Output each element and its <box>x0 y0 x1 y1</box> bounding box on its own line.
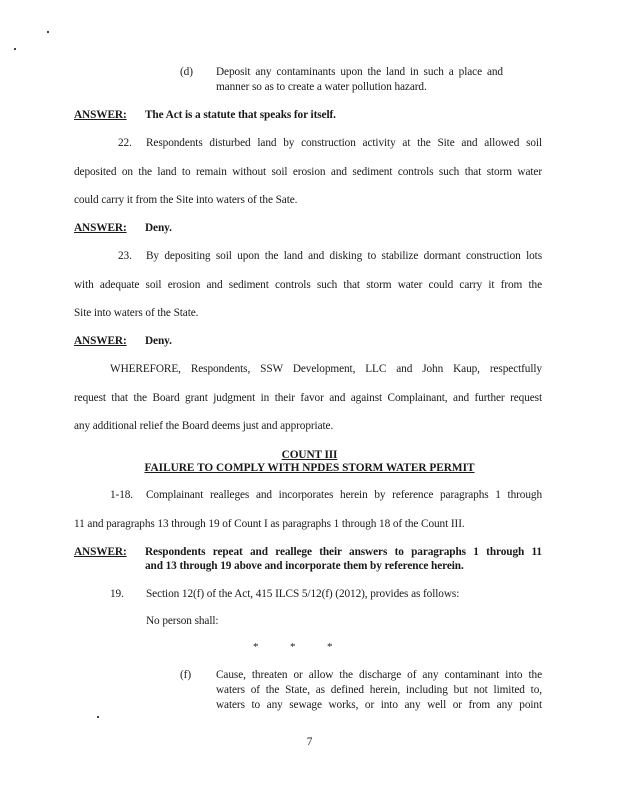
clause-f-line: Cause, threaten or allow the discharge of any contaminant into the <box>216 669 542 681</box>
clause-d-line: Deposit any contaminants upon the land in such a place and <box>216 66 503 78</box>
star: * <box>290 641 296 653</box>
count-title: COUNT III <box>281 449 338 461</box>
wherefore-line: any additional relief the Board deems just and appropriate. <box>74 420 334 432</box>
clause-f-line: waters to any sewage works, or into any well or from any point <box>216 699 542 711</box>
star: * <box>253 641 259 653</box>
wherefore-line: request that the Board grant judgment in their favor and against Complainant, and further request <box>74 392 542 404</box>
answer-label: ANSWER: <box>74 335 127 347</box>
count-subtitle: FAILURE TO COMPLY WITH NPDES STORM WATER PERMIT <box>144 462 475 474</box>
clause-f-line: waters of the State, as defined herein, including but not limited to, <box>216 684 542 696</box>
page-number: 7 <box>306 736 313 748</box>
answer-label: ANSWER: <box>74 109 127 121</box>
wherefore-line: WHEREFORE, Respondents, SSW Development, LLC and John Kaup, respectfully <box>110 363 542 375</box>
scan-speck <box>14 48 16 50</box>
paragraph-line: Respondents disturbed land by construction activity at the Site and allowed soil <box>146 137 542 149</box>
answer-label: ANSWER: <box>74 546 127 558</box>
paragraph-line: 11 and paragraphs 13 through 19 of Count I as paragraphs 1 through 18 of the Count III. <box>74 518 465 530</box>
star: * <box>327 641 333 653</box>
paragraph-line: deposited on the land to remain without soil erosion and sediment controls such that storm water <box>74 166 542 178</box>
answer-text: Deny. <box>145 222 172 234</box>
clause-f-label: (f) <box>180 669 191 681</box>
answer-label: ANSWER: <box>74 222 127 234</box>
paragraph-line: with adequate soil erosion and sediment controls such that storm water could carry it from the <box>74 279 542 291</box>
paragraph-number: 22. <box>118 137 132 149</box>
answer-text: Respondents repeat and reallege their answers to paragraphs 1 through 11 <box>145 546 542 558</box>
clause-d-label: (d) <box>180 66 193 78</box>
answer-text: and 13 through 19 above and incorporate them by reference herein. <box>145 560 464 572</box>
no-person-line: No person shall: <box>146 615 219 627</box>
paragraph-line: Site into waters of the State. <box>74 307 199 319</box>
paragraph-number: 1-18. <box>110 489 134 501</box>
paragraph-number: 23. <box>118 250 132 262</box>
answer-text: The Act is a statute that speaks for itself. <box>145 109 336 121</box>
paragraph-line: Section 12(f) of the Act, 415 ILCS 5/12(f) (2012), provides as follows: <box>146 588 460 600</box>
scan-speck <box>97 716 99 718</box>
paragraph-line: By depositing soil upon the land and disking to stabilize dormant construction lots <box>146 250 542 262</box>
paragraph-line: Complainant realleges and incorporates herein by reference paragraphs 1 through <box>146 489 542 501</box>
paragraph-number: 19. <box>110 588 124 600</box>
scan-speck <box>47 31 49 33</box>
paragraph-line: could carry it from the Site into waters of the Sate. <box>74 194 298 206</box>
clause-d-line: manner so as to create a water pollution hazard. <box>216 81 427 93</box>
answer-text: Deny. <box>145 335 172 347</box>
